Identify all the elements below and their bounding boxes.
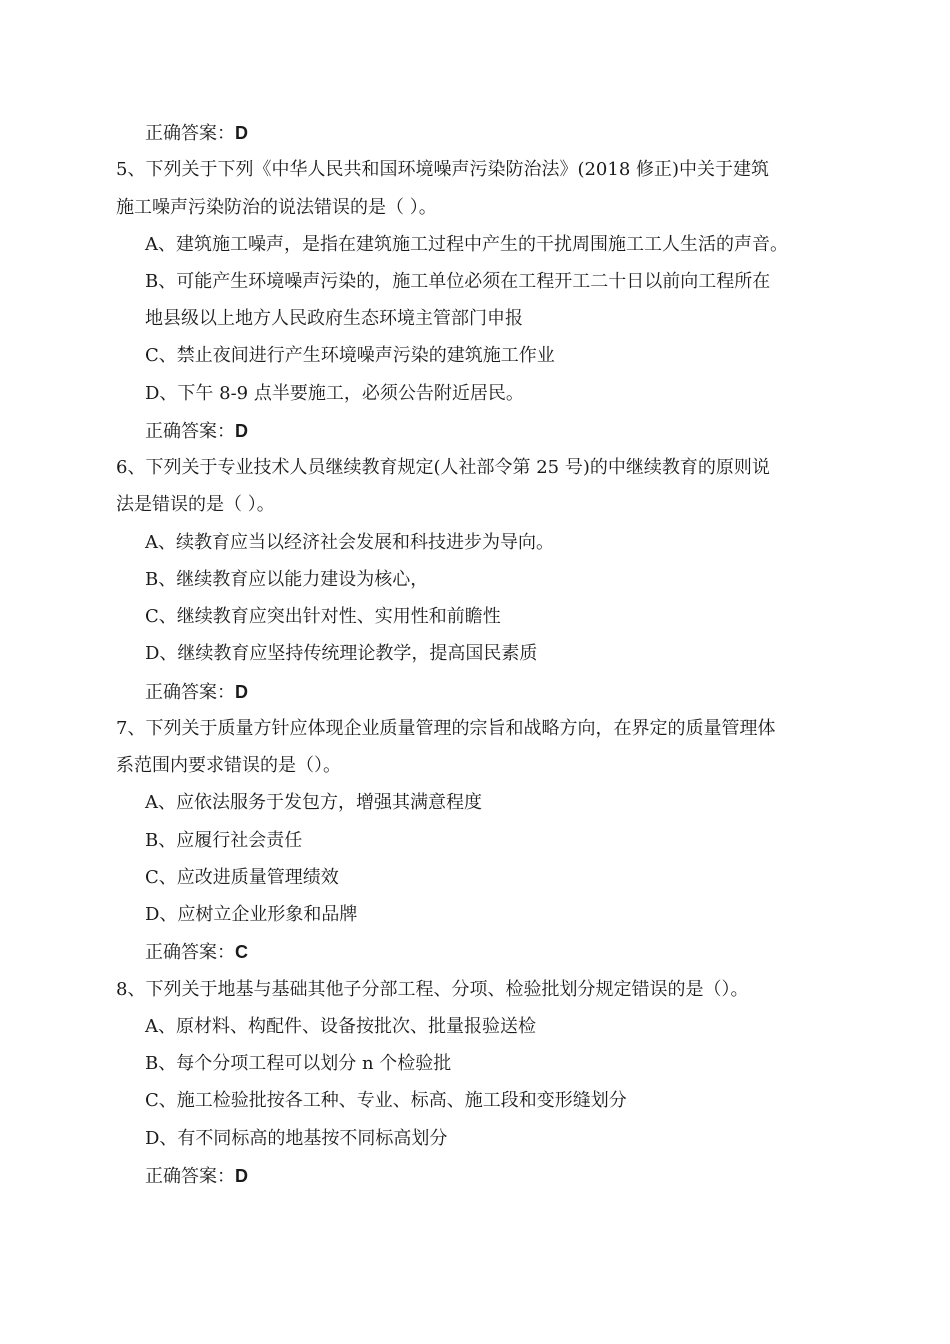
question-6-option-c: C、继续教育应突出针对性、实用性和前瞻性 [145,606,501,627]
question-5-line-1: 5、下列关于下列《中华人民共和国环境噪声污染防治法》(2018 修正)中关于建筑 [116,159,770,180]
question-5-option-c: C、禁止夜间进行产生环境噪声污染的建筑施工作业 [145,345,555,366]
question-7-line-1: 7、下列关于质量方针应体现企业质量管理的宗旨和战略方向，在界定的质量管理体 [116,718,776,739]
question-5-answer [145,420,248,443]
question-5-option-d: D、下午 8-9 点半要施工，必须公告附近居民。 [145,383,524,404]
question-7-answer [145,941,248,964]
answer-label: 正确答案： [145,682,235,703]
question-8-option-b: B、每个分项工程可以划分 n 个检验批 [145,1053,452,1074]
question-7-line-2: 系范围内要求错误的是（）。 [116,755,341,776]
question-5-option-a: A、建筑施工噪声，是指在建筑施工过程中产生的干扰周围施工工人生活的声音。 [145,234,788,255]
answer-value: D [235,421,248,441]
answer-value: D [235,1166,248,1186]
question-6-line-1: 6、下列关于专业技术人员继续教育规定(人社部令第 25 号)的中继续教育的原则说 [116,457,770,478]
question-7-option-c: C、应改进质量管理绩效 [145,867,339,888]
question-5-line-2: 施工噪声污染防治的说法错误的是（ ）。 [116,197,437,218]
question-6-option-d: D、继续教育应坚持传统理论教学，提高国民素质 [145,643,538,664]
question-5-option-b: B、可能产生环境噪声污染的，施工单位必须在工程开工二十日以前向工程所在 [145,271,771,292]
question-7-option-d: D、应树立企业形象和品牌 [145,904,358,925]
question-6-answer [145,681,248,704]
question-6-line-2: 法是错误的是（ ）。 [116,494,275,515]
question-8-option-d: D、有不同标高的地基按不同标高划分 [145,1128,448,1149]
question-6-option-b: B、继续教育应以能力建设为核心， [145,569,429,590]
answer-label: 正确答案： [145,1166,235,1187]
question-7-option-a: A、应依法服务于发包方，增强其满意程度 [145,792,482,813]
question-8-option-c: C、施工检验批按各工种、专业、标高、施工段和变形缝划分 [145,1090,627,1111]
question-6-option-a: A、续教育应当以经济社会发展和科技进步为导向。 [145,532,554,553]
answer-label: 正确答案： [145,123,235,144]
question-8-answer [145,1165,248,1188]
answer-value: D [235,123,248,143]
answer-label: 正确答案： [145,421,235,442]
answer-label: 正确答案： [145,942,235,963]
question-8-line-1: 8、下列关于地基与基础其他子分部工程、分项、检验批划分规定错误的是（）。 [116,979,749,1000]
question-5-option-b-cont: 地县级以上地方人民政府生态环境主管部门申报 [145,308,523,329]
question-8-option-a: A、原材料、构配件、设备按批次、批量报验送检 [145,1016,536,1037]
answer-value: D [235,682,248,702]
answer-line [145,122,248,145]
answer-value: C [235,942,248,962]
question-7-option-b: B、应履行社会责任 [145,830,303,851]
